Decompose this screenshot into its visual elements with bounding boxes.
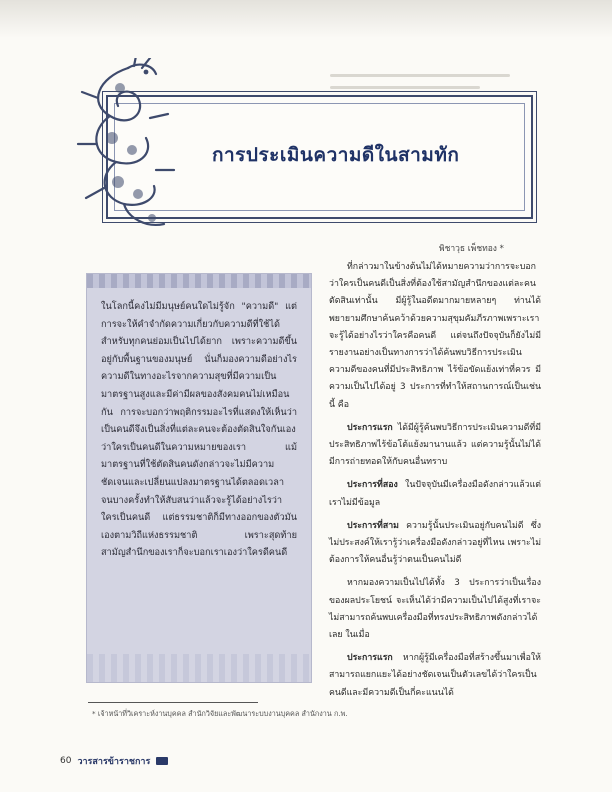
reason-heading: ประการที่สาม bbox=[347, 520, 399, 531]
bleed-through-line bbox=[330, 86, 480, 89]
reason-text: หากผู้รู้มีเครื่องมือที่สร้างขึ้นมาเพื่อให้สามารถแยกแยะได้อย่างชัดเจนเป็นตัวเลขได้ว่าใครเป็นคนดีและมีความดีเป็นกี่คะแนนได้ bbox=[329, 653, 541, 698]
page-footer bbox=[60, 754, 168, 768]
reason-heading: ประการแรก bbox=[347, 653, 393, 664]
main-paragraph-3 bbox=[329, 477, 541, 511]
main-paragraph-2 bbox=[329, 420, 541, 472]
intro-sidebox bbox=[86, 273, 312, 683]
main-paragraph-6 bbox=[329, 650, 541, 702]
reason-heading: ประการที่สอง bbox=[347, 480, 398, 491]
article-title: การประเมินความดีในสามทัก bbox=[212, 144, 460, 166]
footnote-text: เจ้าหน้าที่วิเคราะห์งานบุคคล สำนักวิจัยและพัฒนาระบบงานบุคคล สำนักงาน ก.พ. bbox=[97, 709, 348, 718]
main-paragraph-4 bbox=[329, 518, 541, 570]
page-top-shadow bbox=[0, 0, 612, 38]
main-column bbox=[329, 259, 541, 708]
sidebox-pattern-band bbox=[87, 274, 311, 288]
dragon-illustration-icon bbox=[68, 58, 188, 238]
sidebox-pattern-footer bbox=[87, 654, 311, 682]
footnote-rule bbox=[88, 702, 258, 703]
bleed-through-line bbox=[330, 74, 510, 77]
page-number: 60 bbox=[60, 756, 72, 766]
footnote: * เจ้าหน้าที่วิเคราะห์งานบุคคล สำนักวิจัยและพัฒนาระบบงานบุคคล สำนักงาน ก.พ. bbox=[92, 709, 348, 718]
main-paragraph-5: หากมองความเป็นไปได้ทั้ง 3 ประการว่าเป็นเรื่องของผลประโยชน์ จะเห็นได้ว่ามีความเป็นไปได้สูงที่เราจะไม่สามารถค้นพบเครื่องมือที่ทรงประสิทธิภาพดังกล่าวได้เลย ในเมื่อ bbox=[329, 578, 541, 641]
reason-text: ได้มีผู้รู้ค้นพบวิธีการประเมินความดีที่มีประสิทธิภาพไร้ข้อโต้แย้งมานานแล้ว แต่ความรู้นั้นไม่ได้มีการถ่ายทอดให้กับคนอื่นทราบ bbox=[329, 422, 541, 468]
article-author: พิชาวุธ เพ็ชทอง * bbox=[439, 244, 504, 254]
journal-mark-icon bbox=[156, 757, 168, 765]
main-paragraph-1: ที่กล่าวมาในข้างต้นไม่ได้หมายความว่าการจะบอกว่าใครเป็นคนดีเป็นสิ่งที่ต้องใช้สามัญสำนึกของแต่ละคนตัดสินเท่านั้น มีผู้รู้ในอดีตมากมายหลายๆ ท่านได้พยายามศึกษาค้นคว้าด้วยความสุขุมคัมภีรภาพเพราะเราจะรู้ได้อย่างไรว่าใครคือคนดี แต่จนถึงปัจจุบันก็ยังไม่มีรายงานอย่างเป็นทางการว่าได้ค้นพบวิธีการประเมินความดีของคนที่มีประสิทธิภาพ ไร้ข้อขัดแย้งเท่าที่ควร มีความเป็นไปได้อยู่ 3 ประการที่ทำให้สถานการณ์เป็นเช่นนี้ คือ bbox=[329, 262, 541, 410]
reason-text: ในปัจจุบันมีเครื่องมือดังกล่าวแล้วแต่เราไม่มีข้อมูล bbox=[329, 480, 541, 508]
journal-name: วารสารข้าราชการ bbox=[77, 757, 151, 767]
reason-heading: ประการแรก bbox=[347, 422, 393, 433]
reason-text: ความรู้นั้นประเมินอยู่กับคนไม่ดี ซึ่งไม่ประสงค์ให้เรารู้ว่าเครื่องมือดังกล่าวอยู่ที่ไหน เพราะไม่ต้องการให้คนอื่นรู้ว่าตนเป็นคนไม่ดี bbox=[329, 520, 541, 566]
sidebox-paragraph: ในโลกนี้คงไม่มีมนุษย์คนใดไม่รู้จัก "ความดี" แต่การจะให้คำจำกัดความเกี่ยวกับความดีที่ใช้ได้สำหรับทุกคนย่อมเป็นไปได้ยาก เพราะความดีขึ้นอยู่กับพื้นฐานของมนุษย์ นั่นก็มองความดีอย่างไร ความดีในทางอะไรจากความสุขที่มีความเป็นมาตรฐานสูงและมีค่ามีผลของสังคมคนไม่เหมือนกัน การจะบอกว่าพฤติกรรมอะไรที่แสดงให้เห็นว่าเป็นคนดีจึงเป็นสิ่งที่แต่ละคนจะต้องตัดสินใจกันเองว่าใครเป็นคนดีในความหมายของเรา แม้มาตรฐานที่ใช้ตัดสินคนดังกล่าวจะไม่มีความชัดเจนและเปลี่ยนแปลงมาตรฐานได้ตลอดเวลา จนบางครั้งทำให้สับสนว่าแล้วจะรู้ได้อย่างไรว่าใครเป็นคนดี แต่ธรรมชาติก็มีทางออกของตัวมันเองตามวิถีแห่งธรรมชาติ เพราะสุดท้ายสามัญสำนึกของเราก็จะบอกเราเองว่าใครดีคนดี bbox=[101, 301, 297, 559]
